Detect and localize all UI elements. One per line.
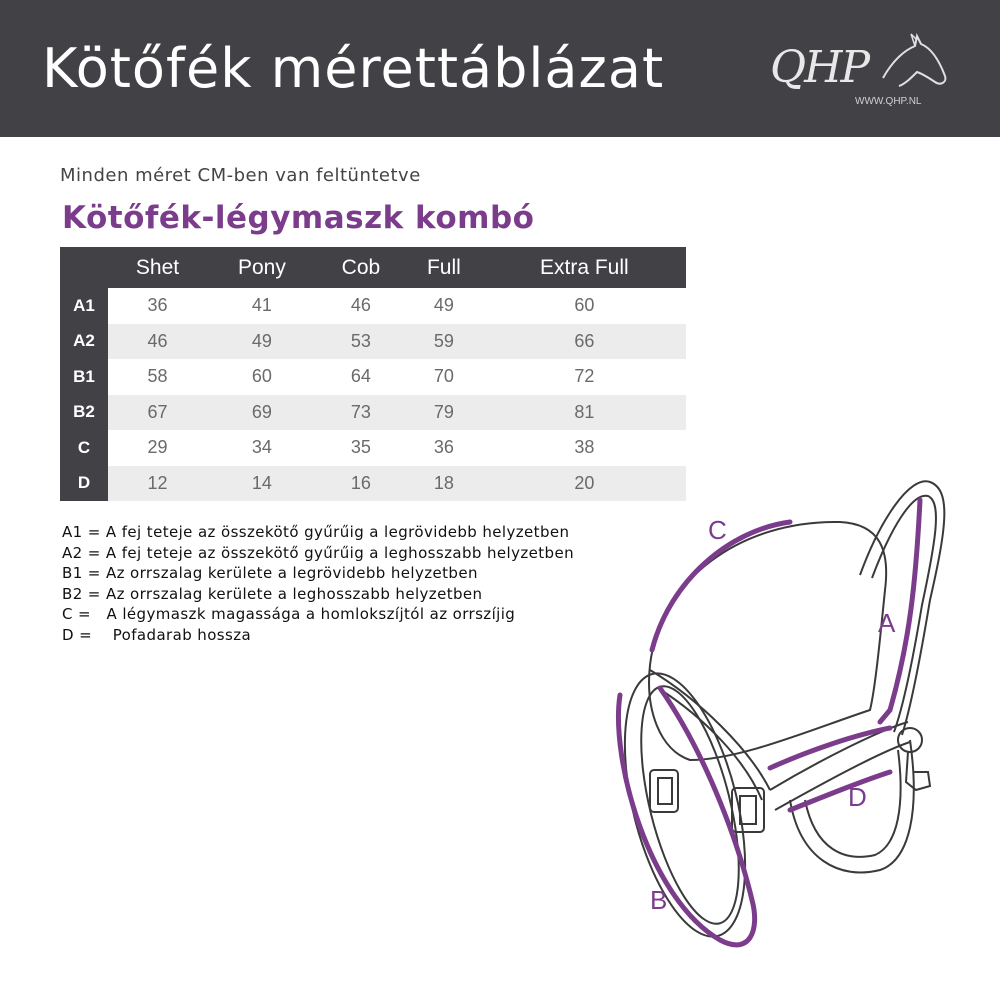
legend-item: A1 = A fej teteje az összekötő gyűrűig a legrövidebb helyzetben [62,523,570,541]
units-note: Minden méret CM-ben van feltüntetve [60,165,421,186]
row-header: B2 [60,395,108,431]
table-cell: 60 [483,288,686,324]
table-cell: 41 [207,288,317,324]
header-bar [0,0,1000,137]
table-cell: 73 [317,395,405,431]
label-a: A [878,608,896,638]
table-cell: 79 [405,395,483,431]
legend-item: D = Pofadarab hossza [62,625,252,644]
legend-item: B1 = Az orrszalag kerülete a legrövidebb helyzetben [62,564,478,582]
page-title: Kötőfék mérettáblázat [42,37,665,100]
table-cell: 69 [207,395,317,431]
column-header: Extra Full [483,247,686,288]
row-header: D [60,466,108,502]
table-cell: 72 [483,359,686,395]
table-cell: 29 [108,430,207,466]
table-cell: 18 [405,466,483,502]
section-title: Kötőfék-légymaszk kombó [62,200,535,236]
table-row [60,395,686,431]
table-cell: 16 [317,466,405,502]
table-cell: 59 [405,324,483,360]
legend-item: C = A légymaszk magassága a homlokszíjtól az orrszíjig [62,605,516,623]
label-d: D [848,782,867,812]
table-cell: 60 [207,359,317,395]
row-header: B1 [60,359,108,395]
row-header: A1 [60,288,108,324]
table-cell: 58 [108,359,207,395]
column-header: Pony [207,247,317,288]
table-cell: 20 [483,466,686,502]
table-cell: 46 [317,288,405,324]
table-cell: 46 [108,324,207,360]
label-c: C [708,515,727,545]
column-header: Cob [317,247,405,288]
table-cell: 34 [207,430,317,466]
table-cell: 36 [405,430,483,466]
legend-item: B2 = Az orrszalag kerülete a leghosszabb helyzetben [62,584,483,603]
table-cell: 53 [317,324,405,360]
column-header: Full [405,247,483,288]
table-header-row [60,247,686,288]
table-cell: 66 [483,324,686,360]
table-cell: 64 [317,359,405,395]
qhp-logo [765,30,955,110]
table-cell: 38 [483,430,686,466]
table-row [60,324,686,360]
row-header: A2 [60,324,108,360]
row-header: C [60,430,108,466]
measurement-legend [62,522,574,645]
corner-header [60,247,108,288]
table-cell: 14 [207,466,317,502]
table-cell: 70 [405,359,483,395]
table-cell: 36 [108,288,207,324]
table-cell: 12 [108,466,207,502]
legend-item: A2 = A fej teteje az összekötő gyűrűig a leghosszabb helyzetben [62,543,574,562]
logo-text: QHP [770,42,869,93]
table-cell: 67 [108,395,207,431]
table-cell: 81 [483,395,686,431]
table-cell: 35 [317,430,405,466]
table-cell: 49 [207,324,317,360]
table-row [60,359,686,395]
halter-diagram [590,460,990,984]
label-b: B [650,885,668,915]
logo-url: WWW.QHP.NL [855,96,922,107]
column-header: Shet [108,247,207,288]
table-cell: 49 [405,288,483,324]
table-row [60,288,686,324]
